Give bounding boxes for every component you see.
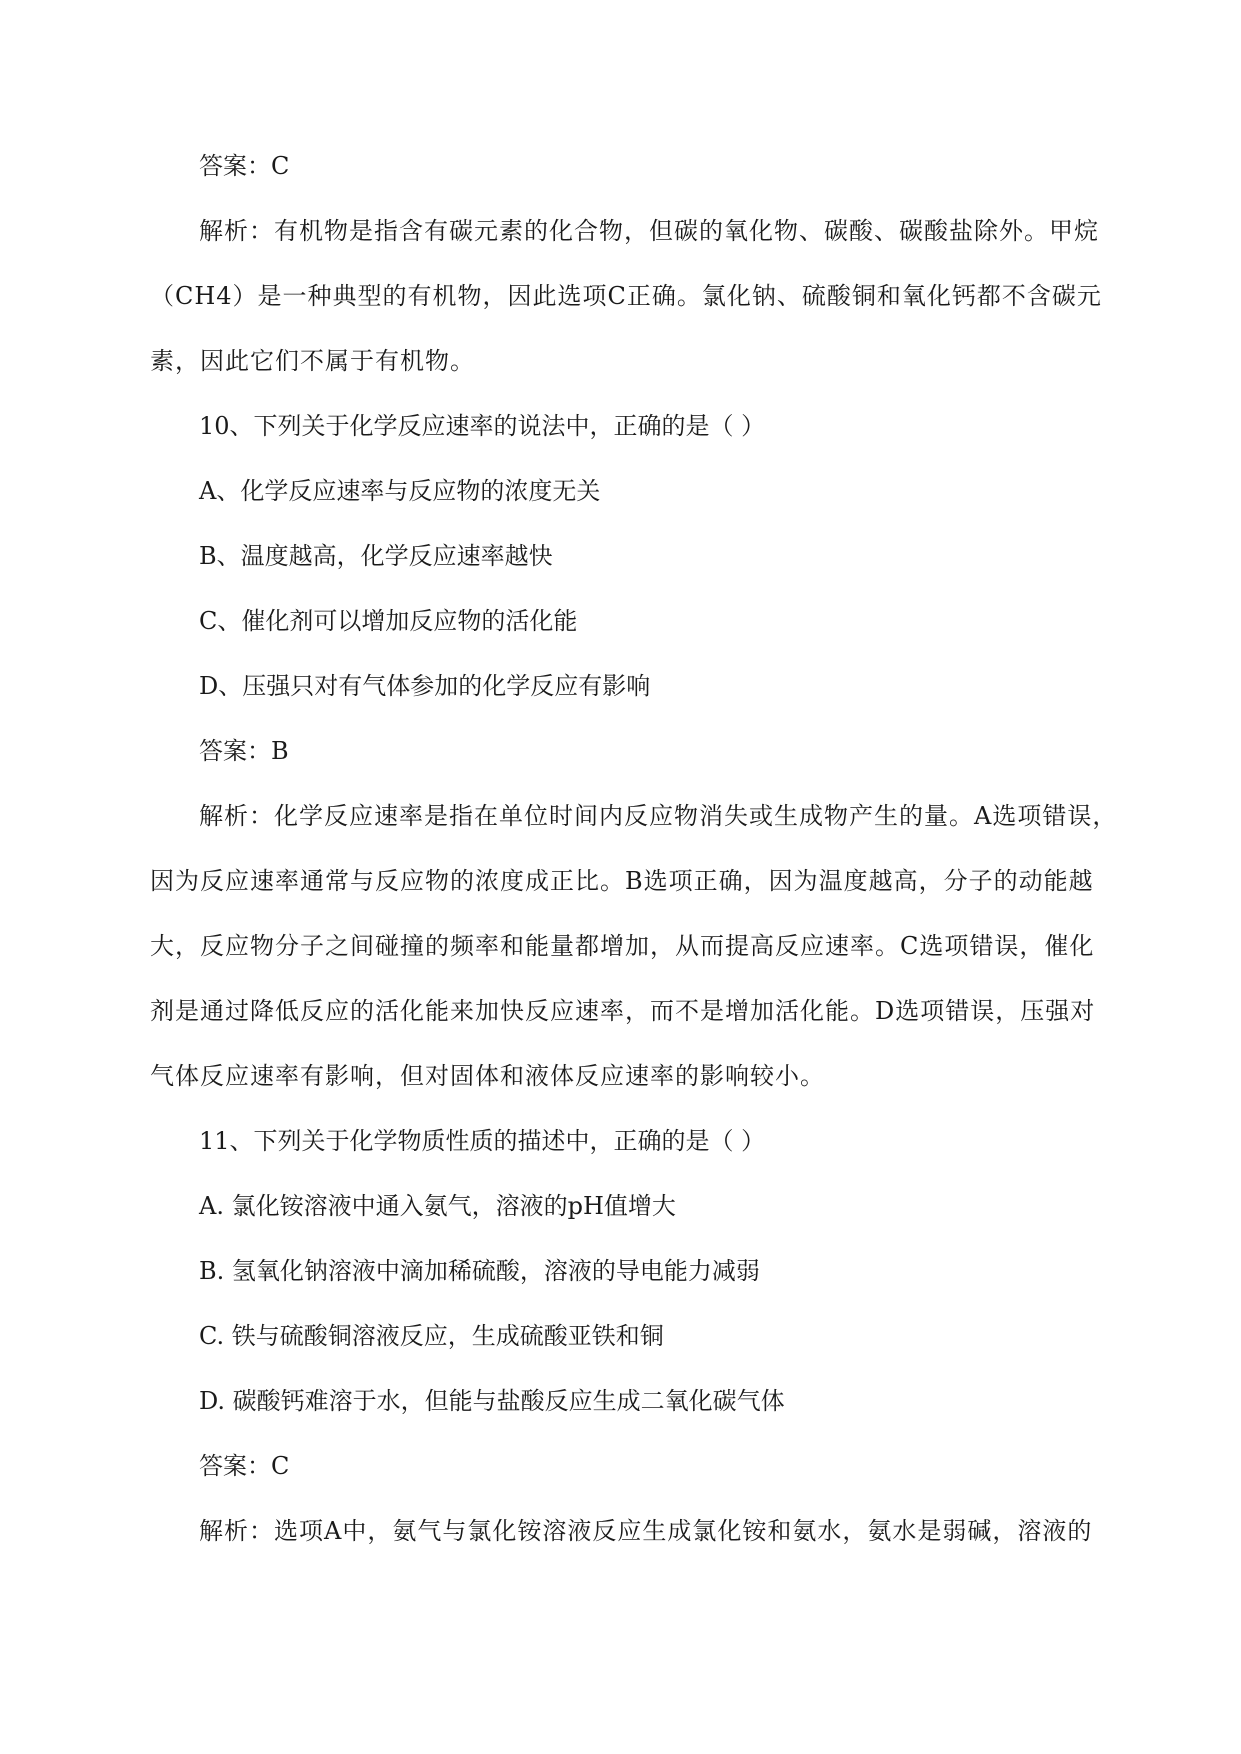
q10-question: 10、下列关于化学反应速率的说法中，正确的是（ ） [199, 412, 766, 440]
q11-option-b: B. 氢氧化钠溶液中滴加稀硫酸，溶液的导电能力减弱 [199, 1257, 760, 1285]
q11-question: 11、下列关于化学物质性质的描述中，正确的是（ ） [199, 1127, 766, 1155]
q11-explanation-line-1: 解析：选项A中，氨气与氯化铵溶液反应生成氯化铵和氨水，氨水是弱碱，溶液的 [199, 1517, 1093, 1545]
q10-explanation-line-3: 大，反应物分子之间碰撞的频率和能量都增加，从而提高反应速率。C选项错误，催化 [150, 932, 1095, 960]
q9-explanation-line-3: 素，因此它们不属于有机物。 [150, 347, 475, 375]
q10-explanation-line-4: 剂是通过降低反应的活化能来加快反应速率，而不是增加活化能。D选项错误，压强对 [150, 997, 1096, 1025]
q11-option-c: C. 铁与硫酸铜溶液反应，生成硫酸亚铁和铜 [199, 1322, 664, 1350]
q10-option-c: C、催化剂可以增加反应物的活化能 [199, 607, 578, 635]
q10-explanation-line-2: 因为反应速率通常与反应物的浓度成正比。B选项正确，因为温度越高，分子的动能越 [150, 867, 1094, 895]
q9-answer: 答案：C [199, 152, 290, 180]
q9-explanation-line-1: 解析：有机物是指含有碳元素的化合物，但碳的氧化物、碳酸、碳酸盐除外。甲烷 [199, 217, 1099, 245]
q11-answer: 答案：C [199, 1452, 290, 1480]
q10-option-a: A、化学反应速率与反应物的浓度无关 [199, 477, 601, 505]
q10-explanation-line-1: 解析：化学反应速率是指在单位时间内反应物消失或生成物产生的量。A选项错误， [199, 802, 1118, 830]
q11-option-a: A. 氯化铵溶液中通入氨气，溶液的pH值增大 [199, 1192, 676, 1220]
q9-explanation-line-2: （CH4）是一种典型的有机物，因此选项C正确。氯化钠、硫酸铜和氧化钙都不含碳元 [150, 282, 1102, 310]
q10-option-d: D、压强只对有气体参加的化学反应有影响 [199, 672, 651, 700]
q10-answer: 答案：B [199, 737, 289, 765]
q11-option-d: D. 碳酸钙难溶于水，但能与盐酸反应生成二氧化碳气体 [199, 1387, 785, 1415]
q10-explanation-line-5: 气体反应速率有影响，但对固体和液体反应速率的影响较小。 [150, 1062, 825, 1090]
q10-option-b: B、温度越高，化学反应速率越快 [199, 542, 553, 570]
